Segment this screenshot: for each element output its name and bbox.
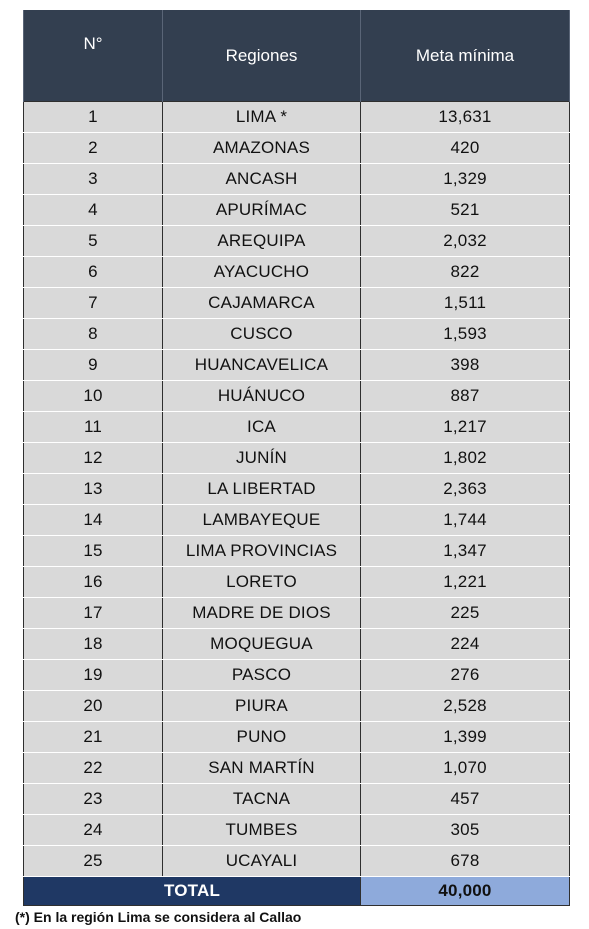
row-target-cell: 1,744 [361, 505, 570, 536]
row-number-cell: 23 [24, 784, 163, 815]
row-number-cell: 15 [24, 536, 163, 567]
row-number-cell: 14 [24, 505, 163, 536]
regions-table-container [23, 10, 569, 906]
row-region-cell: TACNA [163, 784, 361, 815]
row-region-cell: LAMBAYEQUE [163, 505, 361, 536]
table-row [24, 381, 570, 412]
row-region-cell: UCAYALI [163, 846, 361, 877]
row-target-cell: 2,528 [361, 691, 570, 722]
row-target-cell: 1,511 [361, 288, 570, 319]
row-target-cell: 224 [361, 629, 570, 660]
row-region-cell: ICA [163, 412, 361, 443]
total-row [24, 877, 570, 906]
row-number-cell: 9 [24, 350, 163, 381]
table-row [24, 505, 570, 536]
row-number-cell: 18 [24, 629, 163, 660]
row-number-cell: 11 [24, 412, 163, 443]
row-target-cell: 2,363 [361, 474, 570, 505]
table-row [24, 567, 570, 598]
row-region-cell: AYACUCHO [163, 257, 361, 288]
row-target-cell: 305 [361, 815, 570, 846]
row-number-cell: 1 [24, 102, 163, 133]
header-number: N° [24, 10, 163, 102]
row-target-cell: 678 [361, 846, 570, 877]
row-region-cell: LA LIBERTAD [163, 474, 361, 505]
header-row [24, 10, 570, 102]
table-row [24, 629, 570, 660]
row-region-cell: LIMA PROVINCIAS [163, 536, 361, 567]
row-region-cell: PASCO [163, 660, 361, 691]
row-target-cell: 1,221 [361, 567, 570, 598]
header-region: Regiones [163, 10, 361, 102]
row-target-cell: 1,347 [361, 536, 570, 567]
row-target-cell: 398 [361, 350, 570, 381]
header-target: Meta mínima [361, 10, 570, 102]
row-region-cell: PIURA [163, 691, 361, 722]
row-region-cell: TUMBES [163, 815, 361, 846]
row-region-cell: PUNO [163, 722, 361, 753]
row-number-cell: 5 [24, 226, 163, 257]
table-row [24, 660, 570, 691]
row-region-cell: CUSCO [163, 319, 361, 350]
row-region-cell: CAJAMARCA [163, 288, 361, 319]
table-row [24, 133, 570, 164]
table-row [24, 722, 570, 753]
footnote: (*) En la región Lima se considera al Callao [15, 909, 302, 925]
table-row [24, 102, 570, 133]
row-region-cell: LORETO [163, 567, 361, 598]
row-number-cell: 10 [24, 381, 163, 412]
row-number-cell: 7 [24, 288, 163, 319]
row-region-cell: JUNÍN [163, 443, 361, 474]
total-value: 40,000 [361, 877, 570, 906]
table-row [24, 691, 570, 722]
row-region-cell: MADRE DE DIOS [163, 598, 361, 629]
row-region-cell: LIMA * [163, 102, 361, 133]
row-target-cell: 1,802 [361, 443, 570, 474]
row-number-cell: 13 [24, 474, 163, 505]
row-number-cell: 2 [24, 133, 163, 164]
row-region-cell: AMAZONAS [163, 133, 361, 164]
row-region-cell: HUÁNUCO [163, 381, 361, 412]
table-row [24, 226, 570, 257]
row-target-cell: 457 [361, 784, 570, 815]
table-row [24, 164, 570, 195]
total-label: TOTAL [24, 877, 361, 906]
row-region-cell: APURÍMAC [163, 195, 361, 226]
row-target-cell: 420 [361, 133, 570, 164]
row-target-cell: 1,217 [361, 412, 570, 443]
table-row [24, 474, 570, 505]
row-number-cell: 17 [24, 598, 163, 629]
row-target-cell: 822 [361, 257, 570, 288]
row-number-cell: 24 [24, 815, 163, 846]
table-row [24, 536, 570, 567]
table-row [24, 412, 570, 443]
row-number-cell: 12 [24, 443, 163, 474]
table-body [24, 102, 570, 906]
row-region-cell: HUANCAVELICA [163, 350, 361, 381]
regions-target-table [23, 10, 570, 906]
row-target-cell: 1,070 [361, 753, 570, 784]
row-target-cell: 1,329 [361, 164, 570, 195]
table-row [24, 815, 570, 846]
row-target-cell: 225 [361, 598, 570, 629]
row-number-cell: 22 [24, 753, 163, 784]
row-number-cell: 25 [24, 846, 163, 877]
table-row [24, 784, 570, 815]
table-row [24, 846, 570, 877]
table-row [24, 319, 570, 350]
row-target-cell: 1,593 [361, 319, 570, 350]
row-region-cell: ANCASH [163, 164, 361, 195]
row-target-cell: 521 [361, 195, 570, 226]
row-number-cell: 4 [24, 195, 163, 226]
table-row [24, 350, 570, 381]
row-number-cell: 20 [24, 691, 163, 722]
table-header [24, 10, 570, 102]
row-region-cell: SAN MARTÍN [163, 753, 361, 784]
row-target-cell: 2,032 [361, 226, 570, 257]
table-row [24, 195, 570, 226]
row-region-cell: MOQUEGUA [163, 629, 361, 660]
table-row [24, 443, 570, 474]
row-target-cell: 887 [361, 381, 570, 412]
row-region-cell: AREQUIPA [163, 226, 361, 257]
table-row [24, 753, 570, 784]
row-number-cell: 3 [24, 164, 163, 195]
row-target-cell: 1,399 [361, 722, 570, 753]
row-number-cell: 21 [24, 722, 163, 753]
row-target-cell: 276 [361, 660, 570, 691]
row-target-cell: 13,631 [361, 102, 570, 133]
table-row [24, 257, 570, 288]
row-number-cell: 19 [24, 660, 163, 691]
table-row [24, 598, 570, 629]
row-number-cell: 6 [24, 257, 163, 288]
table-row [24, 288, 570, 319]
row-number-cell: 8 [24, 319, 163, 350]
row-number-cell: 16 [24, 567, 163, 598]
